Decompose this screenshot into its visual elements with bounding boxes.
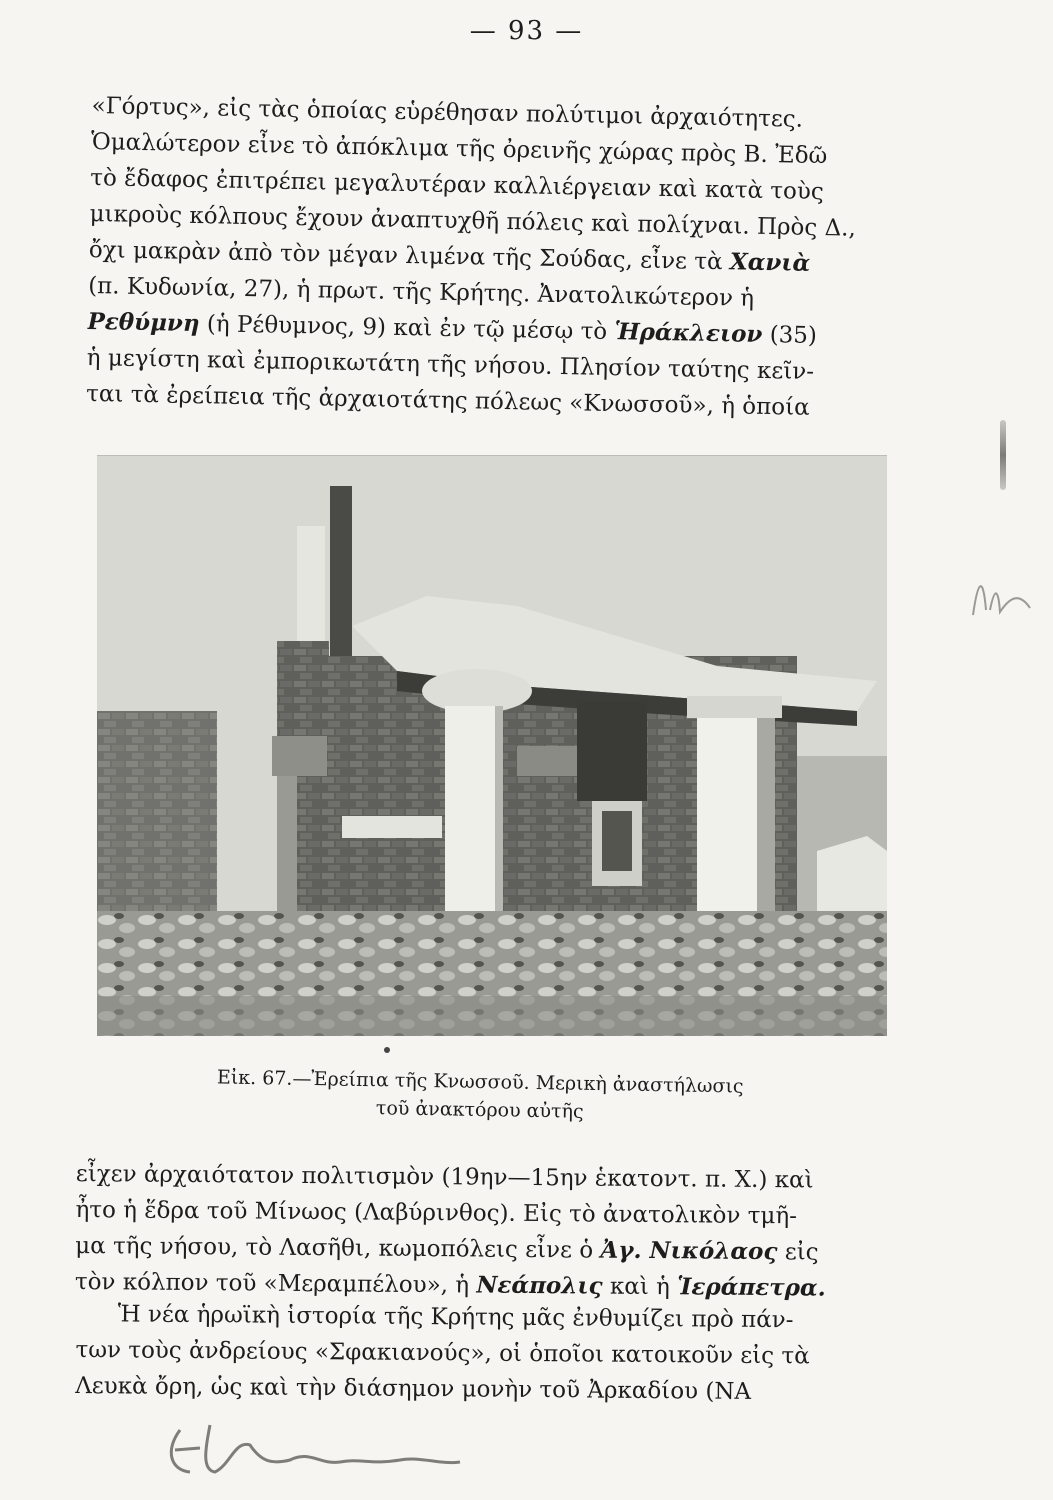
place-irakleion: Ἡράκλειον	[614, 318, 763, 348]
caption-line: Εἰκ. 67.—Ἐρείπια τῆς Κνωσσοῦ. Μερικὴ ἀναστήλωσις	[216, 1066, 744, 1098]
caption-line: τοῦ ἀνακτόρου αὐτῆς	[375, 1097, 584, 1123]
text-line: Ὁμαλώτερον εἶνε τὸ ἀπόκλιμα τῆς ὀρεινῆς χώρας πρὸς Β. Ἐδῶ	[90, 128, 828, 170]
place-rethymni: Ρεθύμνη	[87, 307, 200, 338]
knossos-ruins-photo	[97, 455, 887, 1036]
text-line-part: τὸν κόλπον τοῦ «Μεραμπέλου», ἡ	[74, 1268, 470, 1299]
pencil-scribble-icon	[968, 570, 1038, 620]
text-line-part: (ἡ Ρέθυμνος, 9) καὶ ἐν τῷ μέσῳ τὸ	[206, 311, 608, 345]
text-line-part: καὶ ἡ	[609, 1273, 671, 1301]
text-line: «Γόρτυς», εἰς τὰς ὁποίας εὑρέθησαν πολύτιμοι ἀρχαιότητες.	[91, 92, 804, 133]
figure-caption	[170, 1063, 791, 1130]
text-line: εἶχεν ἀρχαιότατον πολιτισμὸν (19ην—15ην ἑκατοντ. π. Χ.) καὶ	[75, 1160, 814, 1194]
last-paragraph	[75, 1296, 876, 1411]
margin-pencil-note	[968, 570, 1038, 630]
text-line: ἦτο ἡ ἕδρα τοῦ Μίνωος (Λαβύρινθος). Εἰς τὸ ἀνατολικὸν τμῆ-	[75, 1196, 798, 1230]
text-line: Ἡ νέα ἡρωϊκὴ ἱστορία τῆς Κρήτης μᾶς ἐνθυμίζει πρὸ πάν-	[117, 1301, 794, 1334]
text-line-part: μα τῆς νήσου, τὸ Λασῆθι, κωμοπόλεις εἶνε ὁ	[75, 1232, 594, 1264]
handwritten-signature	[160, 1410, 480, 1494]
margin-pencil-mark	[1000, 420, 1006, 490]
text-line-part: ὄχι μακρὰν ἀπὸ τὸν μέγαν λιμένα τῆς Σούδας, εἶνε τὰ	[88, 236, 723, 276]
place-ag-nikolaos: Ἀγ. Νικόλαος	[600, 1236, 778, 1266]
place-chania: Χανιὰ	[729, 248, 811, 277]
place-neapolis: Νεάπολις	[476, 1271, 603, 1300]
text-line: ται τὰ ἐρείπεια τῆς ἀρχαιοτάτης πόλεως «Κνωσσοῦ», ἡ ὁποία	[85, 380, 810, 421]
text-line: Λευκὰ ὄρη, ὡς καὶ τὴν διάσημον μονὴν τοῦ Ἀρκαδίου (ΝΑ	[75, 1372, 752, 1405]
signature-icon	[160, 1410, 480, 1490]
bottom-paragraph	[75, 1156, 876, 1307]
text-line: ἡ μεγίστη καὶ ἐμπορικωτάτη τῆς νήσου. Πλησίον ταύτης κεῖν-	[86, 344, 815, 385]
place-ierapetra: Ἱεράπετρα.	[677, 1273, 826, 1302]
dot-mark	[384, 1047, 390, 1053]
text-line: τὸ ἔδαφος ἐπιτρέπει μεγαλυτέραν καλλιέργειαν καὶ κατὰ τοὺς	[90, 164, 824, 206]
text-line-part: εἰς	[784, 1239, 819, 1266]
text-line: των τοὺς ἀνδρείους «Σφακιανούς», οἱ ὁποῖοι κατοικοῦν εἰς τὰ	[75, 1336, 810, 1370]
text-line: μικροὺς κόλπους ἔχουν ἀναπτυχθῆ πόλεις καὶ πολίχναι. Πρὸς Δ.,	[89, 200, 857, 242]
irakleion-population: (35)	[769, 322, 818, 349]
page-number: — 93 —	[469, 16, 584, 46]
archaeological-ruins-icon	[97, 456, 887, 1036]
text-line: (π. Κυδωνία, 27), ἡ πρωτ. τῆς Κρήτης. Ἀνατολικώτερον ἡ	[87, 272, 755, 312]
top-paragraph	[86, 88, 892, 427]
